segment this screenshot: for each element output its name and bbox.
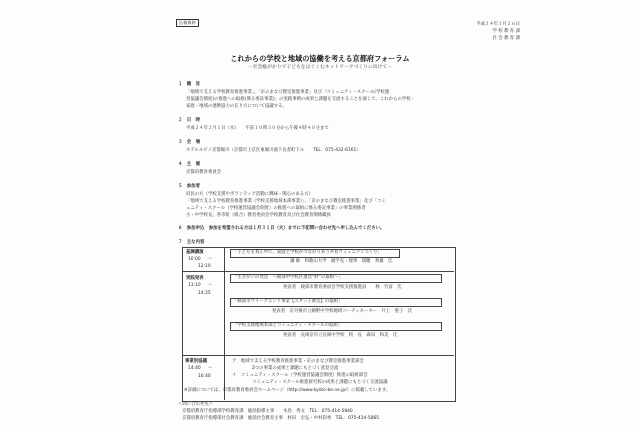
keynote-title: 「子どもを真ん中に、家庭と学校がつながりあう共育コミュニティづくり」 xyxy=(233,250,382,255)
program-table-divider xyxy=(224,247,225,400)
press-release-badge: 広報資料 xyxy=(176,19,199,27)
section-venue-text: ホテルルビノ京都堀川（京都市上京区東堀川通下長者町下ル TEL：075-432-6161） xyxy=(186,148,361,153)
section-datetime-text: 平成２４年２月１日（水） 午前１０時３０分から午後４時４０分まで xyxy=(186,126,329,131)
release-date: 平成２４年１月２６日 xyxy=(476,22,520,27)
section-purpose-text: 家庭・地域の連携協力の在り方について協議する。 xyxy=(186,104,287,109)
breakout-session-a-detail: 2つの事業の成果と課題にもとづく意見交流 xyxy=(252,366,339,371)
program-row-time-end: 16:40 xyxy=(198,374,211,379)
section-application-heading: ６ 参加申込 参加を希望される方は１月３１日（火）までに下記問い合わせ先へ申し込んでください。 xyxy=(178,226,385,231)
program-row-divider xyxy=(182,355,454,356)
breakout-session-b-detail: コミュニティ・スクール推進研究校の成果と課題にもとづく交流協議 xyxy=(252,380,388,385)
program-row-time-separator: ～ xyxy=(208,283,213,288)
program-row-label: 実践発表 xyxy=(186,276,204,281)
program-row-time-separator: ～ xyxy=(208,366,213,371)
presentation-3-speaker: 発表者 長岡京市立長岡中学校 校 長 森田 和美 氏 xyxy=(283,333,398,338)
contact-heading: ＜問い合わせ先＞ xyxy=(178,402,214,407)
section-purpose-heading: １ 趣 旨 xyxy=(178,82,200,87)
program-row-time-separator: ～ xyxy=(208,257,213,262)
program-row-time-start: 10:00 xyxy=(188,257,201,262)
breakout-session-b: イ コミュニティ・スクール（学校運営協議会制度）推進の取組部会 xyxy=(232,373,368,378)
presentation-2-title: 「綾部市ウイークエンド事業【ユタっ子教室】の取組」 xyxy=(233,299,343,304)
program-row-label: 事業別協議 xyxy=(185,359,207,364)
section-purpose-text: 「地域で支える学校教育推進事業」、「京のまなび教室推進事業」及び「コミュニティ・スクール(学校運 xyxy=(186,90,390,95)
document-title: これからの学校と地域の協働を考える京都府フォーラム xyxy=(230,54,410,63)
program-row-time-end: 14:25 xyxy=(198,291,211,296)
presentation-1-speaker: 発表者 綾部市教育委員会学校支援推進員 林 竹彦 氏 xyxy=(283,285,402,290)
program-row-label: 基調講演 xyxy=(186,250,204,255)
program-row-time-start: 13:10 xyxy=(188,283,201,288)
section-participants-heading: ５ 参加者 xyxy=(178,184,200,189)
department-social-education: 社 会 教 育 課 xyxy=(492,36,520,41)
section-participants-text: 府民の方（学校支援やボランティア活動に興味・関心のある方） xyxy=(186,192,313,197)
program-row-time-end: 12:10 xyxy=(198,264,211,269)
section-participants-text: ュニティ・スクール（学校運営協議会制度）の推進への取組に係る委託事業」の事業関係者 xyxy=(186,206,366,211)
section-purpose-text: 営協議会制度)の推進への取組(係る委託事業)」の実践事例の成果と課題を交流することを通して、これからの学校・ xyxy=(186,97,415,102)
program-row-divider xyxy=(182,271,454,272)
presentation-1-title: 「生きがいの発見 ～綾部中学校区運営“絆”の取組～」 xyxy=(233,275,343,280)
section-datetime-heading: ２ 日 時 xyxy=(178,118,200,123)
document-subtitle: －社会総がかりで子どもをはぐくむネットワークづくりに向けて－ xyxy=(248,65,392,70)
keynote-speaker: 講 師 和歌山大学 副学長・理事 瑞穂 秀雄 氏 xyxy=(290,259,393,264)
department-school-education: 学 校 教 育 課 xyxy=(492,29,520,34)
details-note: ※詳細については、京都府教育委員会ホームページ（http://www.kyoto-be.ne.jp/）に掲載しています。 xyxy=(184,388,391,393)
presentation-2-speaker: 発表者 京丹後市立網野中学校地域コーディネーター 升上 聖子 氏 xyxy=(272,309,413,314)
section-participants-text: 小・中学校長、各市町（組合）教育委員会学校教育及び社会教育関係職員 xyxy=(186,213,331,218)
presentation-3-title: 「学校支援地域本部とコミュニティ・スクールの取組」 xyxy=(233,323,343,328)
breakout-session-a: ア 地域で支える学校教育推進事業・京のまなび教室推進事業部会 xyxy=(232,359,364,364)
program-row-time-start: 14:40 xyxy=(188,366,201,371)
contact-school-education: 京都府教育庁指導部学校教育課 総括指導主事 木島 秀文 TEL：075-414-5840 xyxy=(182,409,353,414)
section-organizer-text: 京都府教育委員会 xyxy=(186,170,222,175)
section-venue-heading: ３ 会 場 xyxy=(178,140,200,145)
section-contents-heading: ７ 主な内容 xyxy=(178,240,205,245)
contact-social-education: 京都府教育庁指導部社会教育課 総括社会教育主事 村田 宏弘・中村彩香 TEL：075-414-5865 xyxy=(182,416,380,421)
section-organizer-heading: ４ 主 催 xyxy=(178,162,200,167)
section-participants-text: 「地域で支える学校教育推進事業（学校支援地域本部事業）」、「京のまなび教室推進事業」及び「コミ xyxy=(186,199,386,204)
